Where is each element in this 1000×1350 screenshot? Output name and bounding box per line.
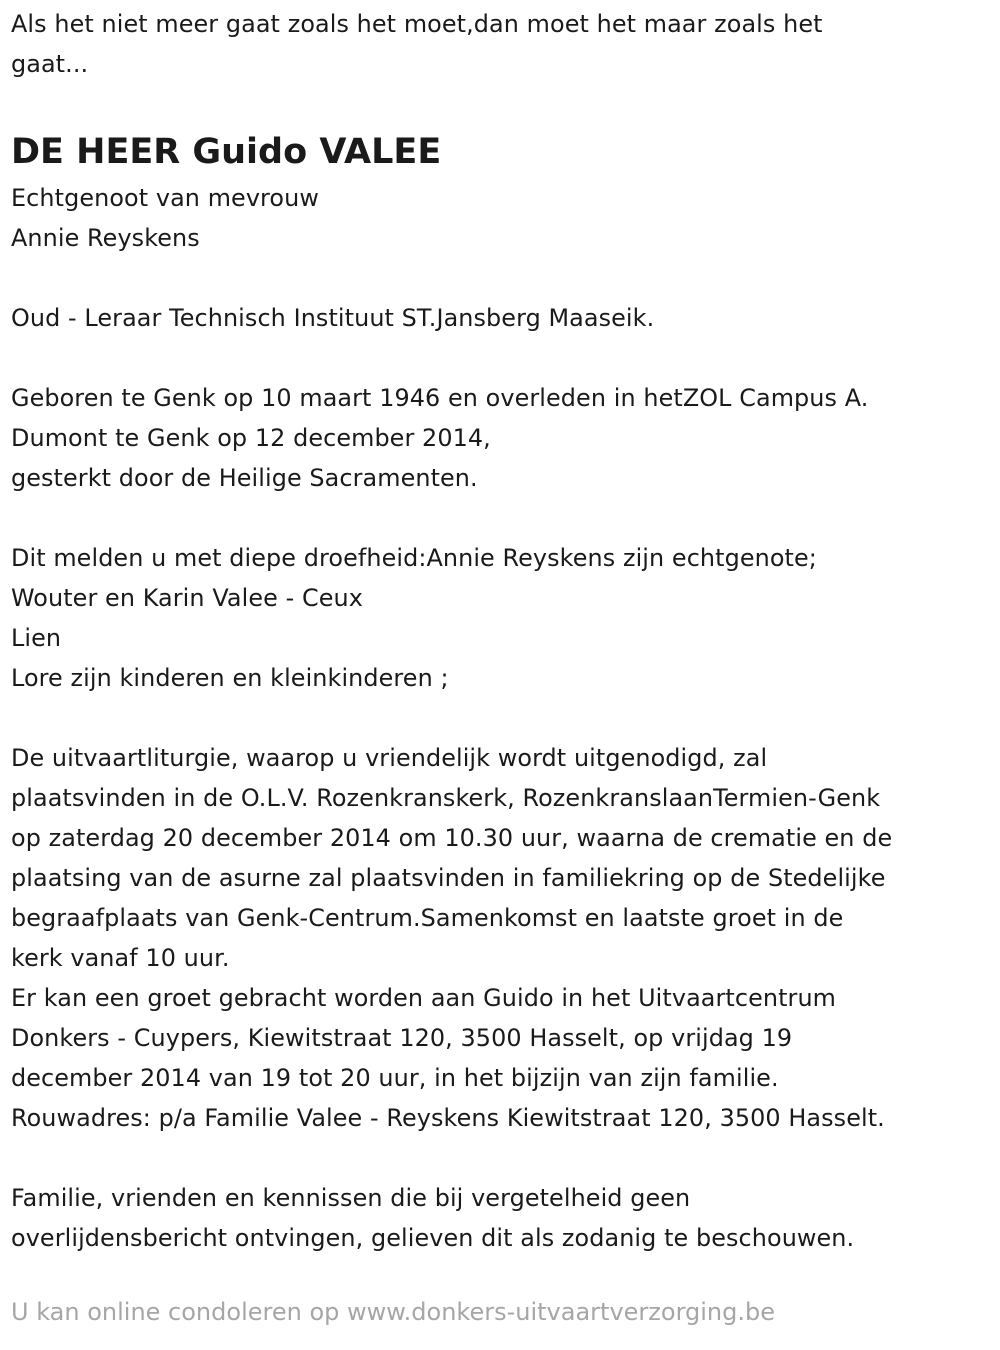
spouse-section bbox=[11, 178, 991, 258]
birth-death-line: gesterkt door de Heilige Sacramenten. bbox=[11, 464, 478, 492]
ceremony-line: plaatsing van de asurne zal plaatsvinden in familiekring op de Stedelijke bbox=[11, 864, 886, 892]
spouse-line: Echtgenoot van mevrouw bbox=[11, 184, 319, 212]
ceremony-line: Donkers - Cuypers, Kiewitstraat 120, 3500 Hasselt, op vrijdag 19 bbox=[11, 1024, 793, 1052]
spacer bbox=[11, 498, 991, 538]
notice-section bbox=[11, 1178, 991, 1258]
family-line: Dit melden u met diepe droefheid:Annie Reyskens zijn echtgenote; bbox=[11, 544, 817, 572]
spouse-line: Annie Reyskens bbox=[11, 224, 200, 252]
spacer bbox=[11, 698, 991, 738]
condolence-footer: U kan online condoleren op www.donkers-uitvaartverzorging.be bbox=[11, 1298, 775, 1326]
obituary-notice bbox=[11, 0, 991, 1258]
spacer bbox=[11, 338, 991, 378]
ceremony-line: begraafplaats van Genk-Centrum.Samenkomst en laatste groet in de bbox=[11, 904, 844, 932]
birth-death-section bbox=[11, 378, 991, 498]
ceremony-line: kerk vanaf 10 uur. bbox=[11, 944, 230, 972]
notice-line: Familie, vrienden en kennissen die bij vergetelheid geen bbox=[11, 1184, 691, 1212]
family-section bbox=[11, 538, 991, 698]
ceremony-line: Er kan een groet gebracht worden aan Guido in het Uitvaartcentrum bbox=[11, 984, 837, 1012]
ceremony-line: Rouwadres: p/a Familie Valee - Reyskens Kiewitstraat 120, 3500 Hasselt. bbox=[11, 1104, 885, 1132]
deceased-name: DE HEER Guido VALEE bbox=[11, 132, 442, 172]
birth-death-line: Geboren te Genk op 10 maart 1946 en overleden in hetZOL Campus A. bbox=[11, 384, 869, 412]
notice-line: overlijdensbericht ontvingen, gelieven dit als zodanig te beschouwen. bbox=[11, 1224, 855, 1252]
family-line: Lore zijn kinderen en kleinkinderen ; bbox=[11, 664, 449, 692]
occupation: Oud - Leraar Technisch Instituut ST.Jansberg Maaseik. bbox=[11, 304, 655, 332]
ceremony-section bbox=[11, 738, 991, 1138]
birth-death-line: Dumont te Genk op 12 december 2014, bbox=[11, 424, 491, 452]
ceremony-line: op zaterdag 20 december 2014 om 10.30 uur, waarna de crematie en de bbox=[11, 824, 893, 852]
motto bbox=[11, 4, 991, 84]
family-line: Wouter en Karin Valee - Ceux bbox=[11, 584, 363, 612]
motto-line: Als het niet meer gaat zoals het moet,dan moet het maar zoals het bbox=[11, 10, 823, 38]
family-line: Lien bbox=[11, 624, 62, 652]
ceremony-line: december 2014 van 19 tot 20 uur, in het bijzijn van zijn familie. bbox=[11, 1064, 779, 1092]
spacer bbox=[11, 1138, 991, 1178]
ceremony-line: De uitvaartliturgie, waarop u vriendelijk wordt uitgenodigd, zal bbox=[11, 744, 768, 772]
spacer bbox=[11, 258, 991, 298]
motto-line: gaat... bbox=[11, 50, 89, 78]
ceremony-line: plaatsvinden in de O.L.V. Rozenkranskerk, RozenkranslaanTermien-Genk bbox=[11, 784, 881, 812]
